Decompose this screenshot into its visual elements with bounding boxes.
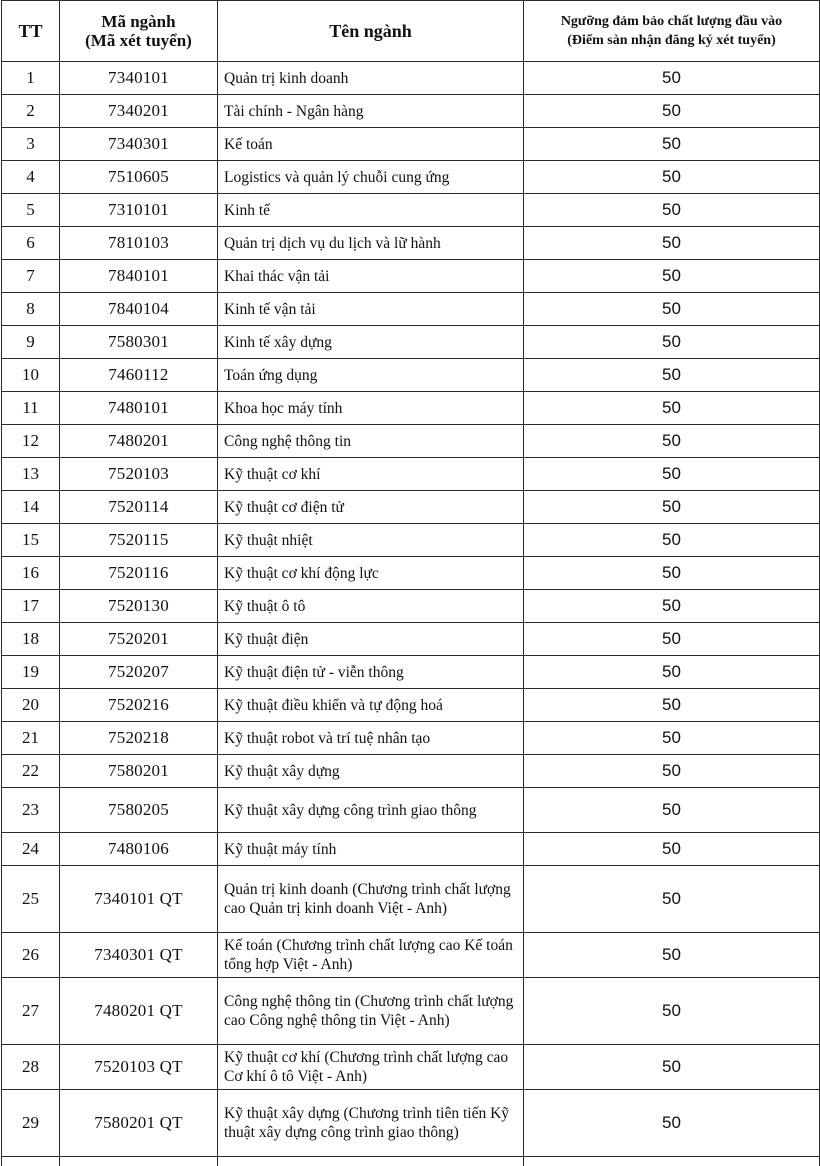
cell-tt: 6 bbox=[2, 227, 60, 260]
cell-major-name: Kỹ thuật cơ khí (Chương trình chất lượng cao Cơ khí ô tô Việt - Anh) bbox=[218, 1045, 524, 1090]
cell-tt: 25 bbox=[2, 866, 60, 933]
cell-major-code: 7340301 QT bbox=[60, 933, 218, 978]
cell-threshold: 50 bbox=[524, 788, 820, 833]
cell-tt: 27 bbox=[2, 978, 60, 1045]
cell-tt: 19 bbox=[2, 656, 60, 689]
cell-major-code: 7340101 bbox=[60, 62, 218, 95]
cell-tt: 22 bbox=[2, 755, 60, 788]
cell-cutoff bbox=[60, 1157, 218, 1166]
cell-major-name: Kỹ thuật xây dựng (Chương trình tiên tiến Kỹ thuật xây dựng công trình giao thông) bbox=[218, 1090, 524, 1157]
cell-threshold: 50 bbox=[524, 722, 820, 755]
cell-major-code: 7520218 bbox=[60, 722, 218, 755]
cell-threshold: 50 bbox=[524, 833, 820, 866]
table-row bbox=[2, 425, 820, 458]
cell-major-name: Kỹ thuật xây dựng công trình giao thông bbox=[218, 788, 524, 833]
cell-major-code: 7480201 QT bbox=[60, 978, 218, 1045]
table-row bbox=[2, 95, 820, 128]
table-row bbox=[2, 933, 820, 978]
cell-tt: 4 bbox=[2, 161, 60, 194]
cell-major-name: Kinh tế bbox=[218, 194, 524, 227]
cell-threshold: 50 bbox=[524, 689, 820, 722]
table-header-row bbox=[2, 1, 820, 62]
cell-major-code: 7480106 bbox=[60, 833, 218, 866]
cell-threshold: 50 bbox=[524, 978, 820, 1045]
table-row bbox=[2, 194, 820, 227]
table-row bbox=[2, 833, 820, 866]
cell-major-code: 7520115 bbox=[60, 524, 218, 557]
table-row bbox=[2, 524, 820, 557]
table-row bbox=[2, 590, 820, 623]
cell-threshold: 50 bbox=[524, 194, 820, 227]
table-row bbox=[2, 755, 820, 788]
header-threshold-line2: (Điểm sàn nhận đăng ký xét tuyển) bbox=[567, 33, 776, 48]
cell-tt: 15 bbox=[2, 524, 60, 557]
cell-major-code: 7520130 bbox=[60, 590, 218, 623]
cell-major-name: Quản trị dịch vụ du lịch và lữ hành bbox=[218, 227, 524, 260]
cell-major-name: Khai thác vận tải bbox=[218, 260, 524, 293]
cell-threshold: 50 bbox=[524, 1045, 820, 1090]
table-row bbox=[2, 978, 820, 1045]
cell-major-name: Kỹ thuật cơ khí động lực bbox=[218, 557, 524, 590]
cell-tt: 17 bbox=[2, 590, 60, 623]
cell-major-code: 7520103 QT bbox=[60, 1045, 218, 1090]
header-major-code-line2: (Mã xét tuyển) bbox=[85, 31, 192, 50]
cell-tt: 29 bbox=[2, 1090, 60, 1157]
cell-threshold: 50 bbox=[524, 95, 820, 128]
cell-major-name: Toán ứng dụng bbox=[218, 359, 524, 392]
cell-major-name: Quản trị kinh doanh bbox=[218, 62, 524, 95]
cell-major-name: Kinh tế xây dựng bbox=[218, 326, 524, 359]
cell-major-name: Kinh tế vận tải bbox=[218, 293, 524, 326]
cell-threshold: 50 bbox=[524, 755, 820, 788]
cell-major-code: 7580205 bbox=[60, 788, 218, 833]
cell-threshold: 50 bbox=[524, 425, 820, 458]
cell-major-name: Kỹ thuật robot và trí tuệ nhân tạo bbox=[218, 722, 524, 755]
cell-tt: 14 bbox=[2, 491, 60, 524]
cell-major-name: Kỹ thuật điều khiển và tự động hoá bbox=[218, 689, 524, 722]
cell-major-code: 7480201 bbox=[60, 425, 218, 458]
header-threshold-line1: Ngưỡng đảm bảo chất lượng đầu vào bbox=[560, 14, 783, 29]
table-row bbox=[2, 788, 820, 833]
table-row bbox=[2, 359, 820, 392]
cell-major-code: 7520103 bbox=[60, 458, 218, 491]
cell-cutoff bbox=[524, 1157, 820, 1166]
cell-major-code: 7810103 bbox=[60, 227, 218, 260]
cell-major-code: 7840104 bbox=[60, 293, 218, 326]
table-row bbox=[2, 128, 820, 161]
cell-tt: 8 bbox=[2, 293, 60, 326]
cell-threshold: 50 bbox=[524, 260, 820, 293]
cell-tt: 9 bbox=[2, 326, 60, 359]
table-row bbox=[2, 491, 820, 524]
cell-major-code: 7520116 bbox=[60, 557, 218, 590]
table-row bbox=[2, 392, 820, 425]
table-row bbox=[2, 260, 820, 293]
cell-major-name: Kỹ thuật xây dựng bbox=[218, 755, 524, 788]
cell-major-code: 7580201 QT bbox=[60, 1090, 218, 1157]
cell-threshold: 50 bbox=[524, 1090, 820, 1157]
cell-threshold: 50 bbox=[524, 458, 820, 491]
cell-major-name: Kế toán (Chương trình chất lượng cao Kế toán tổng hợp Việt - Anh) bbox=[218, 933, 524, 978]
cell-threshold: 50 bbox=[524, 359, 820, 392]
cell-tt: 26 bbox=[2, 933, 60, 978]
table-row bbox=[2, 161, 820, 194]
cell-major-name: Kế toán bbox=[218, 128, 524, 161]
table-row bbox=[2, 458, 820, 491]
cell-major-code: 7310101 bbox=[60, 194, 218, 227]
cell-major-name: Quản trị kinh doanh (Chương trình chất lượng cao Quản trị kinh doanh Việt - Anh) bbox=[218, 866, 524, 933]
cell-major-code: 7480101 bbox=[60, 392, 218, 425]
table-row bbox=[2, 1045, 820, 1090]
cell-threshold: 50 bbox=[524, 161, 820, 194]
cell-tt: 23 bbox=[2, 788, 60, 833]
admission-threshold-table bbox=[1, 0, 820, 1166]
cell-tt: 11 bbox=[2, 392, 60, 425]
cell-major-code: 7840101 bbox=[60, 260, 218, 293]
cell-major-code: 7340101 QT bbox=[60, 866, 218, 933]
cell-threshold: 50 bbox=[524, 656, 820, 689]
cell-tt: 24 bbox=[2, 833, 60, 866]
table-row bbox=[2, 689, 820, 722]
cell-cutoff bbox=[2, 1157, 60, 1166]
table-row bbox=[2, 1090, 820, 1157]
cell-major-name: Kỹ thuật ô tô bbox=[218, 590, 524, 623]
cell-tt: 1 bbox=[2, 62, 60, 95]
cell-major-name: Logistics và quản lý chuỗi cung ứng bbox=[218, 161, 524, 194]
cell-major-code: 7510605 bbox=[60, 161, 218, 194]
header-major-name: Tên ngành bbox=[218, 1, 524, 62]
cell-major-name: Tài chính - Ngân hàng bbox=[218, 95, 524, 128]
table-row bbox=[2, 227, 820, 260]
table-row bbox=[2, 722, 820, 755]
cell-major-code: 7580201 bbox=[60, 755, 218, 788]
cell-major-code: 7520216 bbox=[60, 689, 218, 722]
table-row bbox=[2, 293, 820, 326]
cell-threshold: 50 bbox=[524, 128, 820, 161]
cell-threshold: 50 bbox=[524, 392, 820, 425]
header-threshold bbox=[524, 1, 820, 62]
cell-major-name: Kỹ thuật cơ khí bbox=[218, 458, 524, 491]
cell-major-name: Kỹ thuật điện tử - viễn thông bbox=[218, 656, 524, 689]
cell-major-name: Kỹ thuật điện bbox=[218, 623, 524, 656]
cell-cutoff bbox=[218, 1157, 524, 1166]
cell-tt: 3 bbox=[2, 128, 60, 161]
cell-tt: 13 bbox=[2, 458, 60, 491]
header-major-code bbox=[60, 1, 218, 62]
cell-tt: 18 bbox=[2, 623, 60, 656]
table-row-cutoff bbox=[2, 1157, 820, 1166]
cell-threshold: 50 bbox=[524, 524, 820, 557]
cell-major-name: Kỹ thuật máy tính bbox=[218, 833, 524, 866]
cell-major-code: 7340201 bbox=[60, 95, 218, 128]
cell-threshold: 50 bbox=[524, 326, 820, 359]
cell-threshold: 50 bbox=[524, 590, 820, 623]
cell-major-code: 7580301 bbox=[60, 326, 218, 359]
table-body bbox=[2, 62, 820, 1166]
cell-major-name: Công nghệ thông tin bbox=[218, 425, 524, 458]
cell-threshold: 50 bbox=[524, 227, 820, 260]
cell-tt: 20 bbox=[2, 689, 60, 722]
cell-threshold: 50 bbox=[524, 623, 820, 656]
table-row bbox=[2, 62, 820, 95]
cell-major-code: 7460112 bbox=[60, 359, 218, 392]
cell-threshold: 50 bbox=[524, 933, 820, 978]
cell-tt: 12 bbox=[2, 425, 60, 458]
cell-threshold: 50 bbox=[524, 557, 820, 590]
table-row bbox=[2, 656, 820, 689]
cell-threshold: 50 bbox=[524, 293, 820, 326]
table-row bbox=[2, 623, 820, 656]
header-major-code-line1: Mã ngành bbox=[101, 12, 176, 31]
cell-tt: 10 bbox=[2, 359, 60, 392]
cell-major-code: 7520114 bbox=[60, 491, 218, 524]
cell-threshold: 50 bbox=[524, 866, 820, 933]
cell-tt: 5 bbox=[2, 194, 60, 227]
cell-threshold: 50 bbox=[524, 491, 820, 524]
cell-major-code: 7520201 bbox=[60, 623, 218, 656]
cell-threshold: 50 bbox=[524, 62, 820, 95]
cell-tt: 16 bbox=[2, 557, 60, 590]
cell-tt: 21 bbox=[2, 722, 60, 755]
table-row bbox=[2, 866, 820, 933]
cell-major-code: 7340301 bbox=[60, 128, 218, 161]
table-row bbox=[2, 557, 820, 590]
cell-major-name: Khoa học máy tính bbox=[218, 392, 524, 425]
cell-major-name: Kỹ thuật nhiệt bbox=[218, 524, 524, 557]
header-tt: TT bbox=[2, 1, 60, 62]
cell-tt: 2 bbox=[2, 95, 60, 128]
cell-major-code: 7520207 bbox=[60, 656, 218, 689]
table-row bbox=[2, 326, 820, 359]
cell-tt: 7 bbox=[2, 260, 60, 293]
cell-major-name: Kỹ thuật cơ điện tử bbox=[218, 491, 524, 524]
cell-major-name: Công nghệ thông tin (Chương trình chất lượng cao Công nghệ thông tin Việt - Anh) bbox=[218, 978, 524, 1045]
cell-tt: 28 bbox=[2, 1045, 60, 1090]
